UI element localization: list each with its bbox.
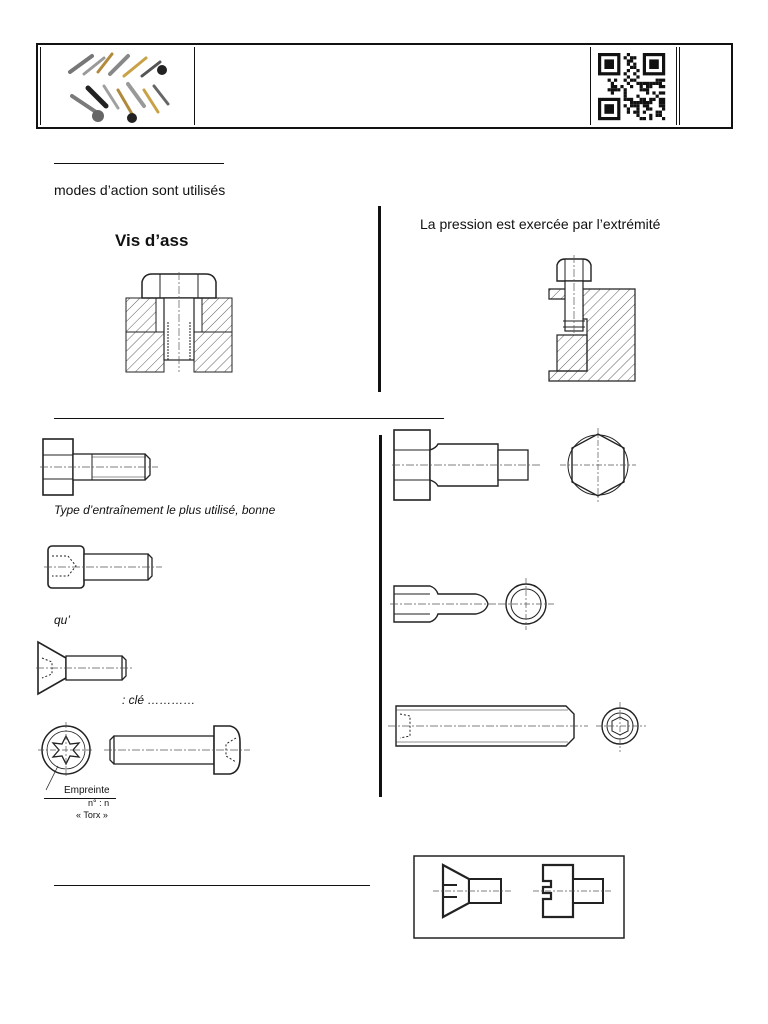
countersunk-caption: : clé ………… (122, 693, 196, 707)
header-divider-2 (590, 47, 591, 125)
torx-label-line2: n° : n (88, 798, 110, 808)
header-divider-1 (194, 47, 195, 125)
vis-title: Vis d’ass (115, 231, 189, 250)
header-divider-3 (676, 47, 677, 125)
torx-screw-drawing (38, 722, 252, 792)
assembly-screw-drawing (126, 272, 232, 374)
socket-caption: qu’ (54, 613, 71, 627)
vertical-divider-middle (379, 435, 382, 797)
pressure-text: La pression est exercée par l’extrémité (420, 216, 661, 232)
hex-caption: Type d’entraînement le plus utilisé, bonne (54, 503, 276, 517)
qr-code-image (596, 52, 668, 120)
countersunk-screw-drawing (36, 640, 132, 696)
section-line-bottom (54, 885, 370, 886)
header-divider-4 (679, 47, 680, 125)
vertical-divider-top (378, 206, 381, 392)
torx-label-line3: « Torx » (76, 810, 108, 820)
section-line-middle (54, 418, 444, 419)
socket-head-screw-drawing (44, 544, 162, 590)
pressure-screw-drawing (545, 255, 637, 385)
hex-head-screw-drawing (40, 437, 158, 497)
screws-logo-image (62, 50, 182, 126)
set-screw-drawing (388, 698, 654, 756)
slotted-screws-box (413, 855, 625, 939)
shoulder-bolt-drawing (392, 428, 646, 504)
small-screw-drawing (390, 578, 560, 630)
torx-label-line1: Empreinte (64, 785, 110, 796)
action-modes-text: modes d’action sont utilisés (54, 182, 226, 198)
blank-title-line (54, 163, 224, 164)
header-inner-left-border (40, 47, 41, 125)
